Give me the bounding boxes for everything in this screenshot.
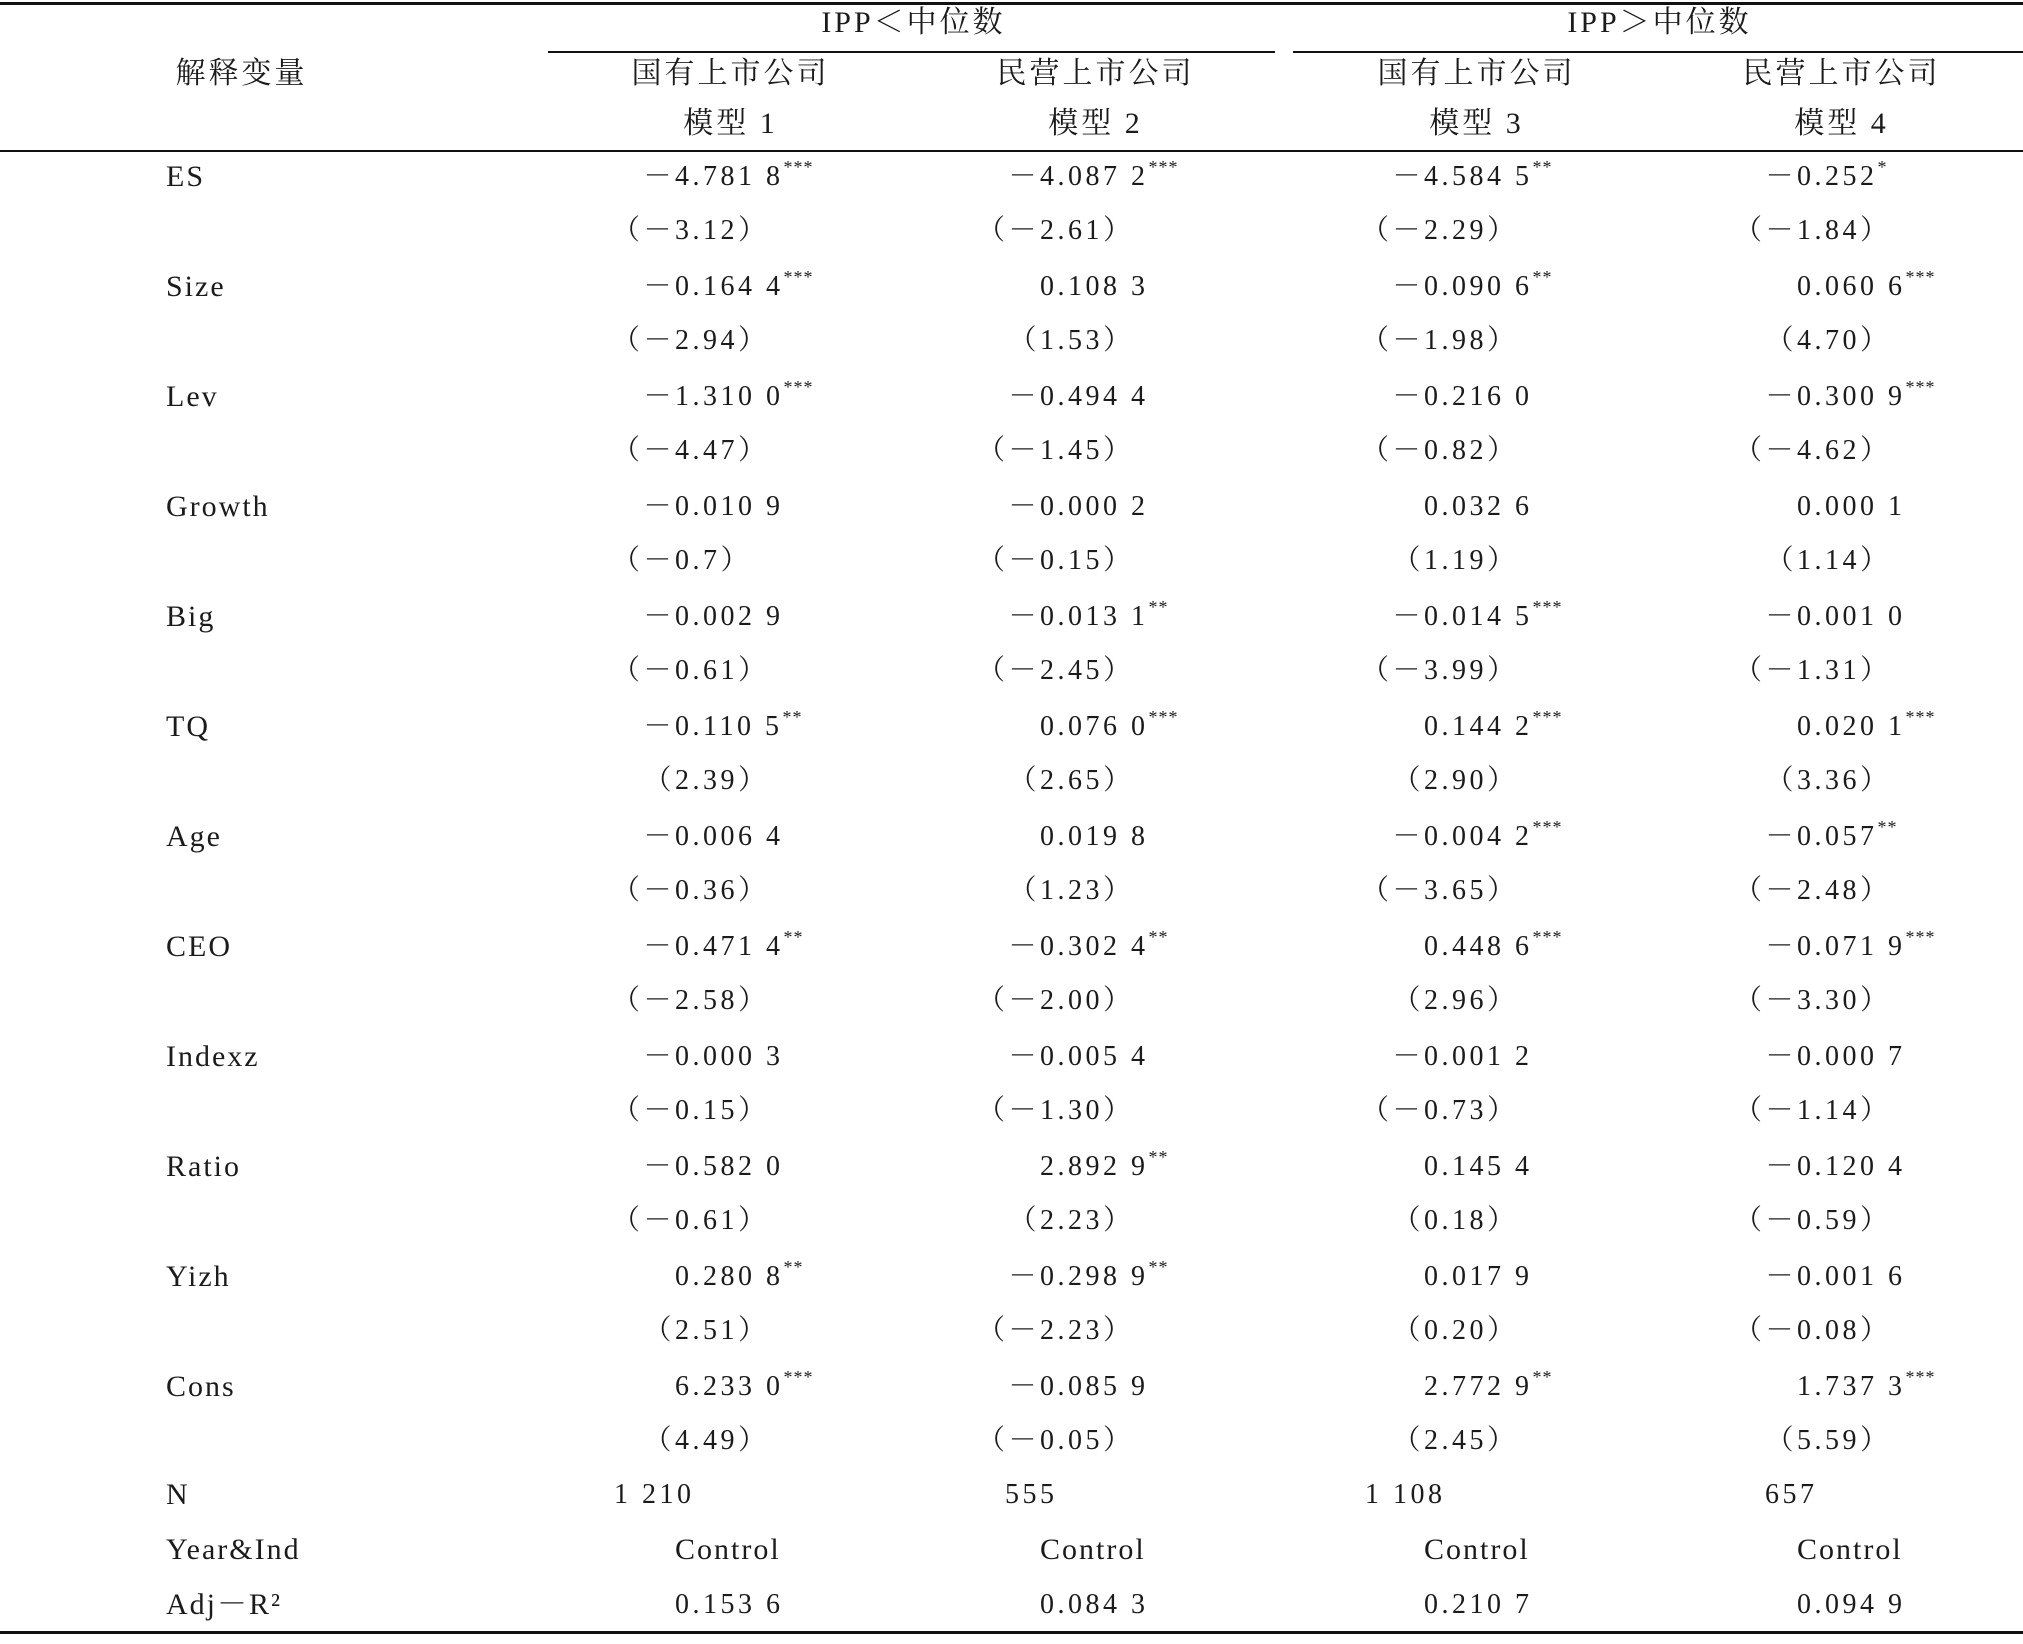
t-statistic: （－1.84） (1733, 215, 1892, 246)
coefficient: －4.087 2 (1008, 161, 1149, 192)
t-statistic: （5.59） (1765, 1425, 1892, 1456)
t-statistic: （1.19） (1392, 545, 1519, 576)
column-header-ownership: 国有上市公司 (631, 57, 830, 90)
t-statistic: （－0.61） (611, 1205, 770, 1236)
variable-label: ES (166, 160, 206, 193)
significance-stars: *** (783, 157, 814, 177)
t-statistic: （－2.00） (976, 985, 1135, 1016)
t-statistic: （－3.99） (1360, 655, 1519, 686)
summary-value: 0.084 3 (1040, 1589, 1149, 1620)
t-statistic: （2.90） (1392, 765, 1519, 796)
t-statistic: （－2.29） (1360, 215, 1519, 246)
t-statistic: （1.53） (1008, 325, 1135, 356)
t-statistic: （－1.45） (976, 435, 1135, 466)
summary-value: 1 108 (1365, 1479, 1446, 1510)
significance-stars: ** (1532, 1367, 1553, 1387)
significance-stars: *** (783, 1367, 814, 1387)
t-statistic: （－2.48） (1733, 875, 1892, 906)
variable-label: Big (166, 600, 216, 633)
significance-stars: *** (1905, 1367, 1936, 1387)
t-statistic: （2.39） (643, 765, 770, 796)
significance-stars: ** (1877, 817, 1898, 837)
t-statistic: （1.14） (1765, 545, 1892, 576)
t-statistic: （2.51） (643, 1315, 770, 1346)
variable-label: Indexz (166, 1040, 260, 1073)
coefficient: －0.494 4 (1008, 381, 1149, 412)
t-statistic: （－3.12） (611, 215, 770, 246)
coefficient: －0.002 9 (643, 601, 784, 632)
coefficient: －0.000 3 (643, 1041, 784, 1072)
coefficient: －0.110 5 (643, 711, 783, 742)
t-statistic: （－0.36） (611, 875, 770, 906)
t-statistic: （－2.61） (976, 215, 1135, 246)
coefficient: －0.001 0 (1765, 601, 1906, 632)
significance-stars: ** (782, 707, 803, 727)
variable-label: Lev (166, 380, 219, 413)
coefficient: －4.584 5 (1392, 161, 1533, 192)
significance-stars: * (1877, 157, 1888, 177)
coefficient: 0.060 6 (1797, 271, 1906, 302)
t-statistic: （－1.31） (1733, 655, 1892, 686)
coefficient: －4.781 8 (643, 161, 784, 192)
t-statistic: （－0.15） (976, 545, 1135, 576)
t-statistic: （0.18） (1392, 1205, 1519, 1236)
significance-stars: *** (1905, 927, 1936, 947)
coefficient: 0.144 2 (1424, 711, 1533, 742)
significance-stars: *** (1148, 157, 1179, 177)
summary-value: 0.210 7 (1424, 1589, 1533, 1620)
coefficient: －0.071 9 (1765, 931, 1906, 962)
significance-stars: *** (783, 267, 814, 287)
t-statistic: （－0.7） (611, 545, 752, 576)
t-statistic: （2.45） (1392, 1425, 1519, 1456)
summary-label: Adj－R² (166, 1588, 283, 1621)
t-statistic: （－0.05） (976, 1425, 1135, 1456)
coefficient: －0.000 2 (1008, 491, 1149, 522)
significance-stars: *** (1532, 707, 1563, 727)
coefficient: －0.300 9 (1765, 381, 1906, 412)
significance-stars: ** (1532, 157, 1553, 177)
variable-label: Cons (166, 1370, 236, 1403)
significance-stars: *** (1532, 817, 1563, 837)
coefficient: 0.019 8 (1040, 821, 1149, 852)
t-statistic: （2.65） (1008, 765, 1135, 796)
coefficient: 6.233 0 (675, 1371, 784, 1402)
t-statistic: （3.36） (1765, 765, 1892, 796)
significance-stars: ** (783, 927, 804, 947)
coefficient: －0.057 (1765, 821, 1878, 852)
summary-value: 657 (1765, 1479, 1818, 1510)
group-underline-above-median (1293, 51, 2023, 53)
t-statistic: （－0.15） (611, 1095, 770, 1126)
coefficient: 0.145 4 (1424, 1151, 1533, 1182)
coefficient: －0.001 2 (1392, 1041, 1533, 1072)
significance-stars: *** (1532, 927, 1563, 947)
coefficient: －0.471 4 (643, 931, 784, 962)
t-statistic: （－4.47） (611, 435, 770, 466)
significance-stars: *** (1532, 597, 1563, 617)
column-header-ownership: 民营上市公司 (996, 57, 1195, 90)
significance-stars: ** (783, 1257, 804, 1277)
group-header-above-median: IPP＞中位数 (1567, 6, 1752, 39)
summary-value: 555 (1005, 1479, 1058, 1510)
variable-label: Growth (166, 490, 270, 523)
t-statistic: （－4.62） (1733, 435, 1892, 466)
t-statistic: （－0.08） (1733, 1315, 1892, 1346)
coefficient: －0.005 4 (1008, 1041, 1149, 1072)
coefficient: －0.302 4 (1008, 931, 1149, 962)
variable-label: Age (166, 820, 222, 853)
significance-stars: ** (1148, 597, 1169, 617)
coefficient: －0.298 9 (1008, 1261, 1149, 1292)
t-statistic: （－0.59） (1733, 1205, 1892, 1236)
group-underline-below-median (548, 51, 1275, 53)
t-statistic: （－2.58） (611, 985, 770, 1016)
significance-stars: *** (1905, 267, 1936, 287)
variable-label: CEO (166, 930, 232, 963)
coefficient: 1.737 3 (1797, 1371, 1906, 1402)
t-statistic: （－0.82） (1360, 435, 1519, 466)
summary-label: Year&Ind (166, 1533, 301, 1566)
t-statistic: （－2.23） (976, 1315, 1135, 1346)
coefficient: 0.076 0 (1040, 711, 1149, 742)
summary-label: N (166, 1478, 190, 1511)
significance-stars: *** (1905, 377, 1936, 397)
t-statistic: （－3.65） (1360, 875, 1519, 906)
significance-stars: *** (1148, 707, 1179, 727)
coefficient: －0.001 6 (1765, 1261, 1906, 1292)
summary-value: Control (1040, 1533, 1146, 1566)
summary-value: 0.153 6 (675, 1589, 784, 1620)
column-header-model: 模型 1 (683, 107, 778, 140)
t-statistic: （－1.30） (976, 1095, 1135, 1126)
bottom-rule (0, 1631, 2023, 1634)
t-statistic: （－0.61） (611, 655, 770, 686)
coefficient: －0.085 9 (1008, 1371, 1149, 1402)
t-statistic: （2.23） (1008, 1205, 1135, 1236)
coefficient: 0.448 6 (1424, 931, 1533, 962)
coefficient: －0.014 5 (1392, 601, 1533, 632)
column-header-model: 模型 4 (1794, 107, 1889, 140)
significance-stars: ** (1148, 1257, 1169, 1277)
t-statistic: （4.49） (643, 1425, 770, 1456)
group-header-below-median: IPP＜中位数 (821, 6, 1006, 39)
column-header-model: 模型 2 (1048, 107, 1143, 140)
header-bottom-rule (0, 150, 2023, 152)
column-header-ownership: 国有上市公司 (1377, 57, 1576, 90)
variable-label: Size (166, 270, 226, 303)
coefficient: －0.090 6 (1392, 271, 1533, 302)
coefficient: －0.013 1 (1008, 601, 1149, 632)
coefficient: －0.120 4 (1765, 1151, 1906, 1182)
significance-stars: ** (1532, 267, 1553, 287)
t-statistic: （－3.30） (1733, 985, 1892, 1016)
t-statistic: （4.70） (1765, 325, 1892, 356)
t-statistic: （1.23） (1008, 875, 1135, 906)
significance-stars: ** (1148, 927, 1169, 947)
summary-value: 1 210 (614, 1479, 695, 1510)
column-header-ownership: 民营上市公司 (1742, 57, 1941, 90)
stub-header: 解释变量 (175, 57, 308, 90)
t-statistic: （2.96） (1392, 985, 1519, 1016)
coefficient: －1.310 0 (643, 381, 784, 412)
column-header-model: 模型 3 (1429, 107, 1524, 140)
coefficient: 2.892 9 (1040, 1151, 1149, 1182)
summary-value: Control (1424, 1533, 1530, 1566)
t-statistic: （－2.94） (611, 325, 770, 356)
coefficient: 0.020 1 (1797, 711, 1906, 742)
coefficient: －0.582 0 (643, 1151, 784, 1182)
coefficient: －0.216 0 (1392, 381, 1533, 412)
coefficient: 0.280 8 (675, 1261, 784, 1292)
variable-label: Ratio (166, 1150, 241, 1183)
coefficient: 0.017 9 (1424, 1261, 1533, 1292)
coefficient: －0.006 4 (643, 821, 784, 852)
t-statistic: （－0.73） (1360, 1095, 1519, 1126)
summary-value: Control (675, 1533, 781, 1566)
summary-value: 0.094 9 (1797, 1589, 1906, 1620)
summary-value: Control (1797, 1533, 1903, 1566)
significance-stars: *** (1905, 707, 1936, 727)
variable-label: Yizh (166, 1260, 231, 1293)
variable-label: TQ (166, 710, 210, 743)
coefficient: －0.000 7 (1765, 1041, 1906, 1072)
t-statistic: （－1.14） (1733, 1095, 1892, 1126)
significance-stars: ** (1148, 1147, 1169, 1167)
coefficient: 0.000 1 (1797, 491, 1906, 522)
significance-stars: *** (783, 377, 814, 397)
t-statistic: （－2.45） (976, 655, 1135, 686)
t-statistic: （－1.98） (1360, 325, 1519, 356)
coefficient: 0.108 3 (1040, 271, 1149, 302)
coefficient: 2.772 9 (1424, 1371, 1533, 1402)
coefficient: －0.004 2 (1392, 821, 1533, 852)
t-statistic: （0.20） (1392, 1315, 1519, 1346)
coefficient: －0.252 (1765, 161, 1878, 192)
coefficient: 0.032 6 (1424, 491, 1533, 522)
coefficient: －0.010 9 (643, 491, 784, 522)
coefficient: －0.164 4 (643, 271, 784, 302)
